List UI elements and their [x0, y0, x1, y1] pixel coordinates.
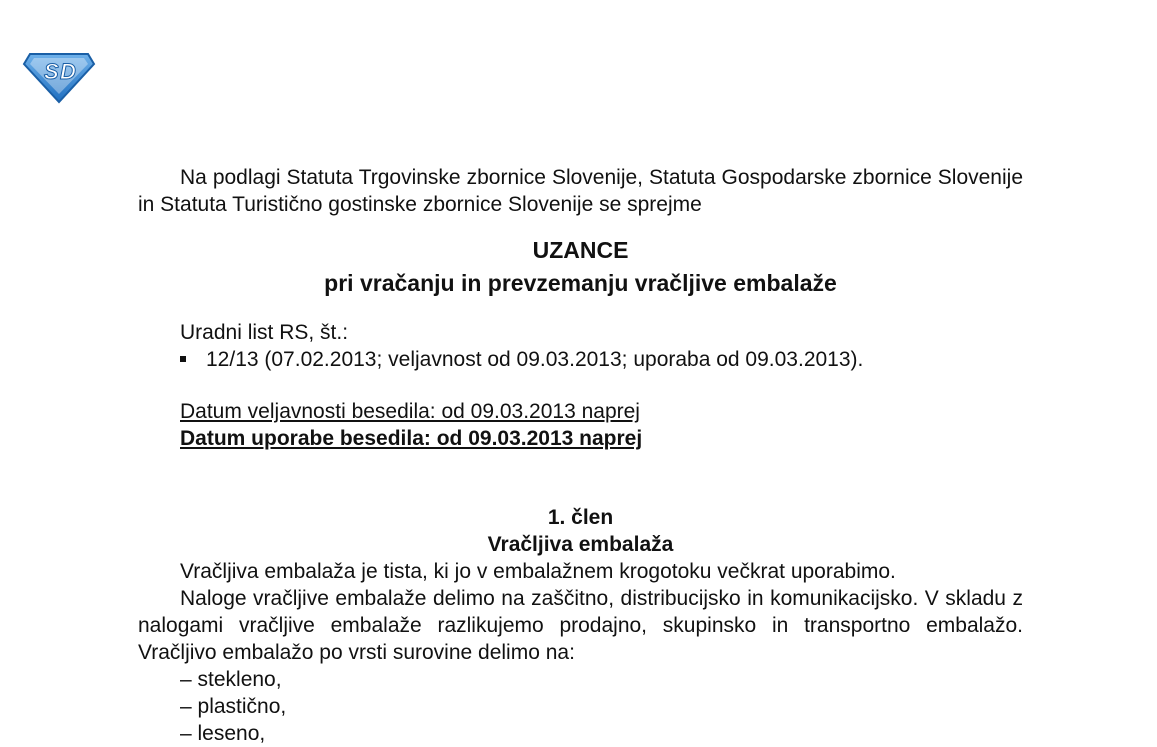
- validity-date: Datum veljavnosti besedila: od 09.03.2013 naprej: [180, 400, 640, 423]
- dates-section: [138, 398, 1023, 452]
- square-bullet-icon: [180, 356, 186, 362]
- sd-logo-icon: [22, 48, 96, 104]
- document-page: [138, 164, 1023, 747]
- article-heading: [138, 504, 1023, 558]
- intro-paragraph: Na podlagi Statuta Trgovinske zbornice Slovenije, Statuta Gospodarske zbornice Slovenije in Statuta Turistično gostinske zbornice Slovenije se sprejme: [138, 166, 1023, 216]
- article-number: 1. člen: [547, 506, 614, 529]
- title-main: UZANCE: [532, 237, 629, 263]
- gazette-entry-text: 12/13 (07.02.2013; veljavnost od 09.03.2013; uporaba od 09.03.2013).: [206, 348, 864, 371]
- list-item: – leseno,: [180, 722, 266, 745]
- svg-text:D: D: [60, 59, 76, 84]
- article-paragraph: Naloge vračljive embalaže delimo na zaščitno, distribucijsko in komunikacijsko. V skladu z nalogami vračljive embalaže razlikujemo prodajno, skupinsko in transportno embalažo. Vračljivo embalažo po vrsti surovine delimo na:: [138, 587, 1023, 664]
- title-subtitle: pri vračanju in prevzemanju vračljive embalaže: [324, 270, 837, 296]
- application-date: Datum uporabe besedila: od 09.03.2013 naprej: [180, 427, 643, 450]
- gazette-section: [138, 319, 1023, 373]
- article-title: Vračljiva embalaža: [487, 533, 674, 556]
- document-title: [138, 234, 1023, 300]
- gazette-entry: [180, 346, 1023, 373]
- list-item: – plastično,: [180, 695, 287, 718]
- svg-text:S: S: [44, 59, 59, 84]
- gazette-label: Uradni list RS, št.:: [180, 321, 349, 344]
- article-paragraph: Vračljiva embalaža je tista, ki jo v embalažnem krogotoku večkrat uporabimo.: [180, 560, 896, 583]
- list-item: – stekleno,: [180, 668, 282, 691]
